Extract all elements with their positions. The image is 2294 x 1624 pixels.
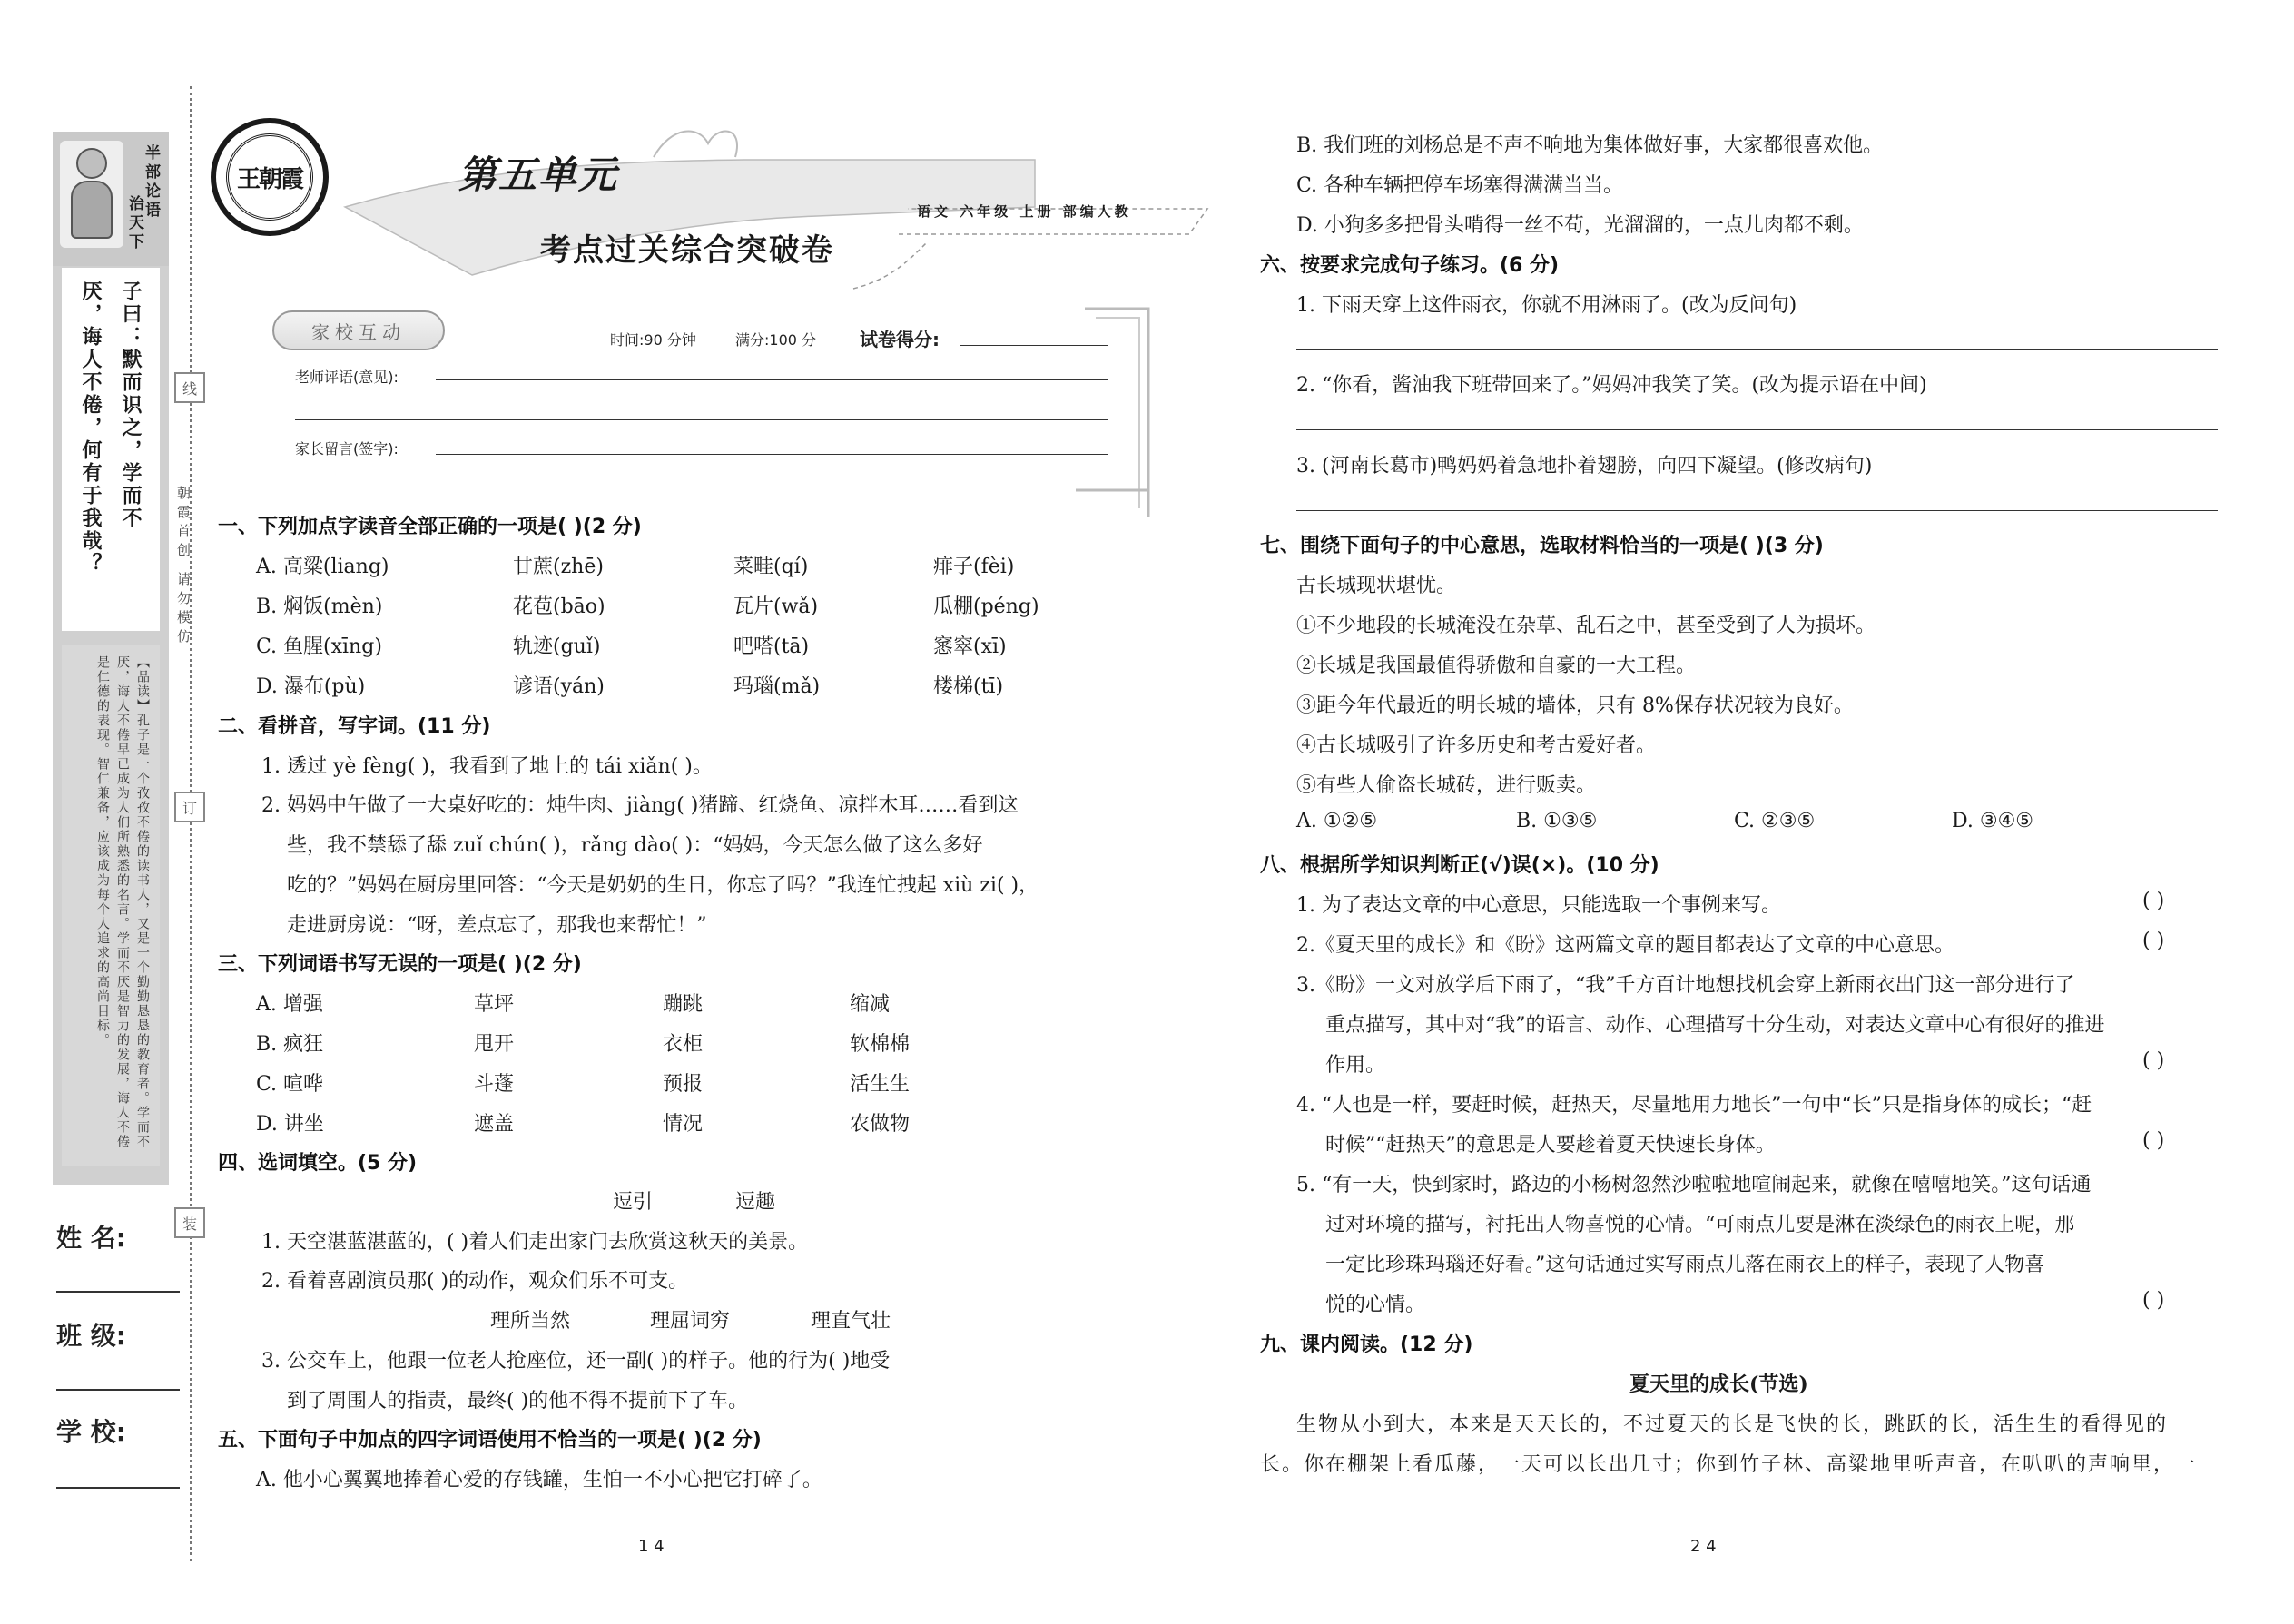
q1-d-4: 楼梯(tī) xyxy=(933,675,1004,698)
q6-item-2: 2. “你看，酱油我下班带回来了。”妈妈冲我笑了笑。(改为提示语在中间) xyxy=(1296,374,1927,397)
q8-answer-5[interactable]: ( ) xyxy=(2142,1289,2165,1312)
brand-line-1: 半部论语 xyxy=(142,144,160,221)
parent-comment-line[interactable] xyxy=(436,454,1108,455)
q1-b-4: 瓜棚(péng) xyxy=(933,595,1039,618)
q2-title: 二、看拼音，写字词。(11 分) xyxy=(218,715,491,738)
q4-word-2: 逗趣 xyxy=(735,1191,776,1214)
commentary-box xyxy=(62,645,160,1166)
q4-line-1: 1. 天空湛蓝湛蓝的，( )着人们走出家门去欣赏这秋天的美景。 xyxy=(261,1231,809,1254)
q5-option-c: C. 各种车辆把停车场塞得满满当当。 xyxy=(1296,174,1624,197)
name-label: 姓 名: xyxy=(56,1223,126,1253)
q1-d-3: 玛瑙(mǎ) xyxy=(733,675,821,698)
q1-c-2: 轨迹(guǐ) xyxy=(513,635,601,658)
q1-b-3: 瓦片(wǎ) xyxy=(733,595,819,618)
q7-center: 古长城现状堪忧。 xyxy=(1296,575,1457,597)
q8-answer-3[interactable]: ( ) xyxy=(2142,1049,2165,1072)
q5-option-a: A. 他小心翼翼地捧着心爱的存钱罐，生怕一不小心把它打碎了。 xyxy=(256,1469,822,1491)
teacher-comment-line-2[interactable] xyxy=(295,419,1108,420)
q1-title: 一、下列加点字读音全部正确的一项是( )(2 分) xyxy=(218,516,642,538)
q6-answer-1[interactable] xyxy=(1296,349,2218,350)
school-field[interactable] xyxy=(56,1487,180,1489)
q7-option-b: B. ①③⑤ xyxy=(1516,810,1598,832)
q8-answer-2[interactable]: ( ) xyxy=(2142,930,2165,952)
q4-word-3: 理所当然 xyxy=(490,1310,571,1333)
time-info: 时间:90 分钟 xyxy=(610,331,696,349)
teacher-comment-line-1[interactable] xyxy=(436,379,1108,380)
school-label: 学 校: xyxy=(56,1417,126,1447)
sage-head-icon xyxy=(76,148,107,179)
q8-line-6: 4. “人也是一样，要赶时候，赶热天，尽量地用力地长”一句中“长”只是指身体的成长；“赶 xyxy=(1296,1094,2092,1117)
q7-option-c: C. ②③⑤ xyxy=(1734,810,1816,832)
commentary-text: 【品读】孔子是一个孜孜不倦的读书人，又是一个勤勤恳恳的教育者。学而不厌，诲人不倦早已成为人们所熟悉的名言。学而不厌是智力的发展，诲人不倦是仁德的表现。智仁兼备，应该成为每个人追求的高尚目标。 xyxy=(95,655,150,1149)
q4-line-4: 到了周围人的指责，最终( )的他不得不提前下了车。 xyxy=(287,1390,749,1412)
q8-line-1: 1. 为了表达文章的中心意思，只能选取一个事例来写。 xyxy=(1296,894,1781,917)
q8-line-8: 5. “有一天，快到家时，路边的小杨树忽然沙啦啦地喧闹起来，就像在嘻嘻地笑。”这句话通 xyxy=(1296,1174,2092,1196)
score-field[interactable] xyxy=(960,345,1108,346)
sidebar-brand xyxy=(53,132,169,266)
q4-word-5: 理直气壮 xyxy=(811,1310,891,1333)
brand-line-2: 治天下 xyxy=(125,195,143,252)
q8-line-3: 3.《盼》一文对放学后下雨了，“我”千方百计地想找机会穿上新雨衣出门这一部分进行了 xyxy=(1296,974,2075,997)
q8-line-9: 过对环境的描写，衬托出人物喜悦的心情。“可雨点儿要是淋在淡绿色的雨衣上呢，那 xyxy=(1325,1214,2075,1236)
brand-logo xyxy=(211,118,329,236)
q6-item-1: 1. 下雨天穿上这件雨衣，你就不用淋雨了。(改为反问句) xyxy=(1296,294,1797,317)
q1-a-4: 痱子(fèi) xyxy=(933,556,1015,578)
right-page-number: 2 4 xyxy=(1690,1537,1717,1556)
q7-material-5: ⑤有些人偷盗长城砖，进行贩卖。 xyxy=(1296,774,1597,797)
q3-c-3: 预报 xyxy=(663,1073,704,1096)
q3-c-1: C. 喧哗 xyxy=(256,1073,324,1096)
q6-answer-2[interactable] xyxy=(1296,429,2218,430)
logo-text: 王朝霞 xyxy=(226,133,313,221)
q5-option-d: D. 小狗多多把骨头啃得一丝不苟，光溜溜的，一点儿肉都不剩。 xyxy=(1296,214,1864,237)
q7-material-1: ①不少地段的长城淹没在杂草、乱石之中，甚至受到了人为损坏。 xyxy=(1296,615,1876,637)
q4-title: 四、选词填空。(5 分) xyxy=(218,1152,418,1175)
sidebar-strip xyxy=(53,132,169,1185)
q3-d-2: 遮盖 xyxy=(474,1113,515,1136)
q4-line-3: 3. 公交车上，他跟一位老人抢座位，还一副( )的样子。他的行为( )地受 xyxy=(261,1350,891,1373)
q1-a-1: A. 高粱(liang) xyxy=(256,556,389,578)
q3-a-1: A. 增强 xyxy=(256,993,323,1016)
confucius-illustration xyxy=(60,141,123,248)
q8-line-11: 悦的心情。 xyxy=(1325,1294,1426,1316)
sub-title: 考点过关综合突破卷 xyxy=(540,232,834,269)
q7-option-a: A. ①②⑤ xyxy=(1296,810,1378,832)
cut-line xyxy=(190,86,192,1561)
q3-c-2: 斗蓬 xyxy=(474,1073,515,1096)
parent-label: 家长留言(签字): xyxy=(295,440,399,458)
copyright-note: 朝霞首创 请勿模仿 xyxy=(175,486,192,648)
q7-title: 七、围绕下面句子的中心意思，选取材料恰当的一项是( )(3 分) xyxy=(1260,535,1824,557)
q1-c-1: C. 鱼腥(xīng) xyxy=(256,635,382,658)
q4-line-2: 2. 看着喜剧演员那( )的动作，观众们乐不可支。 xyxy=(261,1270,689,1293)
q8-answer-4[interactable]: ( ) xyxy=(2142,1129,2165,1152)
q1-d-1: D. 瀑布(pù) xyxy=(256,675,366,698)
q7-material-2: ②长城是我国最值得骄傲和自豪的一大工程。 xyxy=(1296,655,1697,677)
name-field[interactable] xyxy=(56,1291,180,1293)
q3-title: 三、下列词语书写无误的一项是( )(2 分) xyxy=(218,953,582,976)
q4-word-1: 逗引 xyxy=(613,1191,654,1214)
q7-option-d: D. ③④⑤ xyxy=(1952,810,2034,832)
q1-b-1: B. 焖饭(mèn) xyxy=(256,595,383,618)
q7-material-4: ④古长城吸引了许多历史和考古爱好者。 xyxy=(1296,734,1657,757)
q2-line-2: 2. 妈妈中午做了一大桌好吃的：炖牛肉、jiàng( )猪蹄、红烧鱼、凉拌木耳……看到这 xyxy=(261,794,1019,817)
quote-line-2: 厌，诲人不倦，何有于我哉？ xyxy=(79,281,103,576)
q1-c-4: 窸窣(xī) xyxy=(933,635,1007,658)
q8-line-2: 2.《夏天里的成长》和《盼》这两篇文章的题目都表达了文章的中心意思。 xyxy=(1296,934,1954,957)
q1-c-3: 吧嗒(tā) xyxy=(733,635,810,658)
q8-line-7: 时候”“赶热天”的意思是人要趁着夏天快速长身体。 xyxy=(1325,1134,1776,1156)
grade-meta: 语文 六年级 上册 部编人教 xyxy=(917,203,1132,220)
left-page-number: 1 4 xyxy=(638,1537,665,1556)
cut-label-3: 装 xyxy=(174,1207,205,1238)
q3-b-3: 衣柜 xyxy=(663,1033,704,1056)
q1-a-2: 甘蔗(zhē) xyxy=(513,556,604,578)
q2-line-1: 1. 透过 yè fèng( )，我看到了地上的 tái xiǎn( )。 xyxy=(261,755,713,778)
q3-c-4: 活生生 xyxy=(850,1073,911,1096)
q6-answer-3[interactable] xyxy=(1296,510,2218,511)
q8-line-4: 重点描写，其中对“我”的语言、动作、心理描写十分生动，对表达文章中心有很好的推进 xyxy=(1325,1014,2105,1037)
class-field[interactable] xyxy=(56,1389,180,1391)
q8-line-5: 作用。 xyxy=(1325,1054,1386,1077)
corner-frame xyxy=(1076,300,1157,527)
q1-d-2: 谚语(yán) xyxy=(513,675,605,698)
unit-title: 第五单元 xyxy=(458,153,619,197)
q9-passage-line-1: 生物从小到大，本来是天天长的，不过夏天的长是飞快的长，跳跃的长，活生生的看得见的 xyxy=(1296,1413,2169,1436)
q3-a-2: 草坪 xyxy=(474,993,515,1016)
q6-item-3: 3. (河南长葛市)鸭妈妈着急地扑着翅膀，向四下凝望。(修改病句) xyxy=(1296,455,1873,477)
cut-label-2: 订 xyxy=(174,792,205,822)
q3-a-4: 缩减 xyxy=(850,993,891,1016)
score-info: 满分:100 分 xyxy=(735,331,817,349)
q6-title: 六、按要求完成句子练习。(6 分) xyxy=(1260,254,1560,277)
q8-line-10: 一定比珍珠玛瑙还好看。”这句话通过实写雨点儿落在雨衣上的样子，表现了人物喜 xyxy=(1325,1254,2045,1276)
q9-passage-title: 夏天里的成长(节选) xyxy=(1629,1373,1808,1396)
q3-d-3: 情况 xyxy=(663,1113,704,1136)
class-label: 班 级: xyxy=(56,1321,126,1351)
q3-a-3: 蹦跳 xyxy=(663,993,704,1016)
q3-b-1: B. 疯狂 xyxy=(256,1033,324,1056)
q9-passage-line-2: 长。你在棚架上看瓜藤，一天可以长出几寸；你到竹子林、高粱地里听声音，在叭叭的声响里，一 xyxy=(1260,1453,2198,1476)
q3-b-2: 甩开 xyxy=(474,1033,515,1056)
q4-word-4: 理屈词穷 xyxy=(650,1310,731,1333)
home-school-tag: 家校互动 xyxy=(272,310,445,350)
sage-body-icon xyxy=(71,181,113,239)
q3-b-4: 软棉棉 xyxy=(850,1033,911,1056)
q5-option-b: B. 我们班的刘杨总是不声不响地为集体做好事，大家都很喜欢他。 xyxy=(1296,134,1884,157)
q2-line-4: 吃的？”妈妈在厨房里回答：“今天是奶奶的生日，你忘了吗？”我连忙拽起 xiù zi( )， xyxy=(287,874,1039,897)
q3-d-1: D. 讲坐 xyxy=(256,1113,324,1136)
q7-material-3: ③距今年代最近的明长城的墙体，只有 8%保存状况较为良好。 xyxy=(1296,694,1854,717)
q9-title: 九、课内阅读。(12 分) xyxy=(1260,1334,1473,1356)
score-label: 试卷得分: xyxy=(860,329,940,350)
quote-box xyxy=(62,268,160,631)
q1-a-3: 菜畦(qí) xyxy=(733,556,809,578)
q1-b-2: 花苞(bāo) xyxy=(513,595,605,618)
cut-label-1: 线 xyxy=(174,372,205,403)
q3-d-4: 农做物 xyxy=(850,1113,911,1136)
quote-line-1: 子曰：默而识之，学而不 xyxy=(119,281,143,530)
q2-line-3: 些，我不禁舔了舔 zuǐ chún( )，rǎng dào( )：“妈妈，今天怎么做了这么多好 xyxy=(287,834,983,857)
teacher-label: 老师评语(意见): xyxy=(295,369,399,386)
q5-title: 五、下面句子中加点的四字词语使用不恰当的一项是( )(2 分) xyxy=(218,1429,762,1452)
q8-answer-1[interactable]: ( ) xyxy=(2142,890,2165,912)
q8-title: 八、根据所学知识判断正(√)误(×)。(10 分) xyxy=(1260,854,1659,877)
q2-line-5: 走进厨房说：“呀，差点忘了，那我也来帮忙！” xyxy=(287,914,707,937)
